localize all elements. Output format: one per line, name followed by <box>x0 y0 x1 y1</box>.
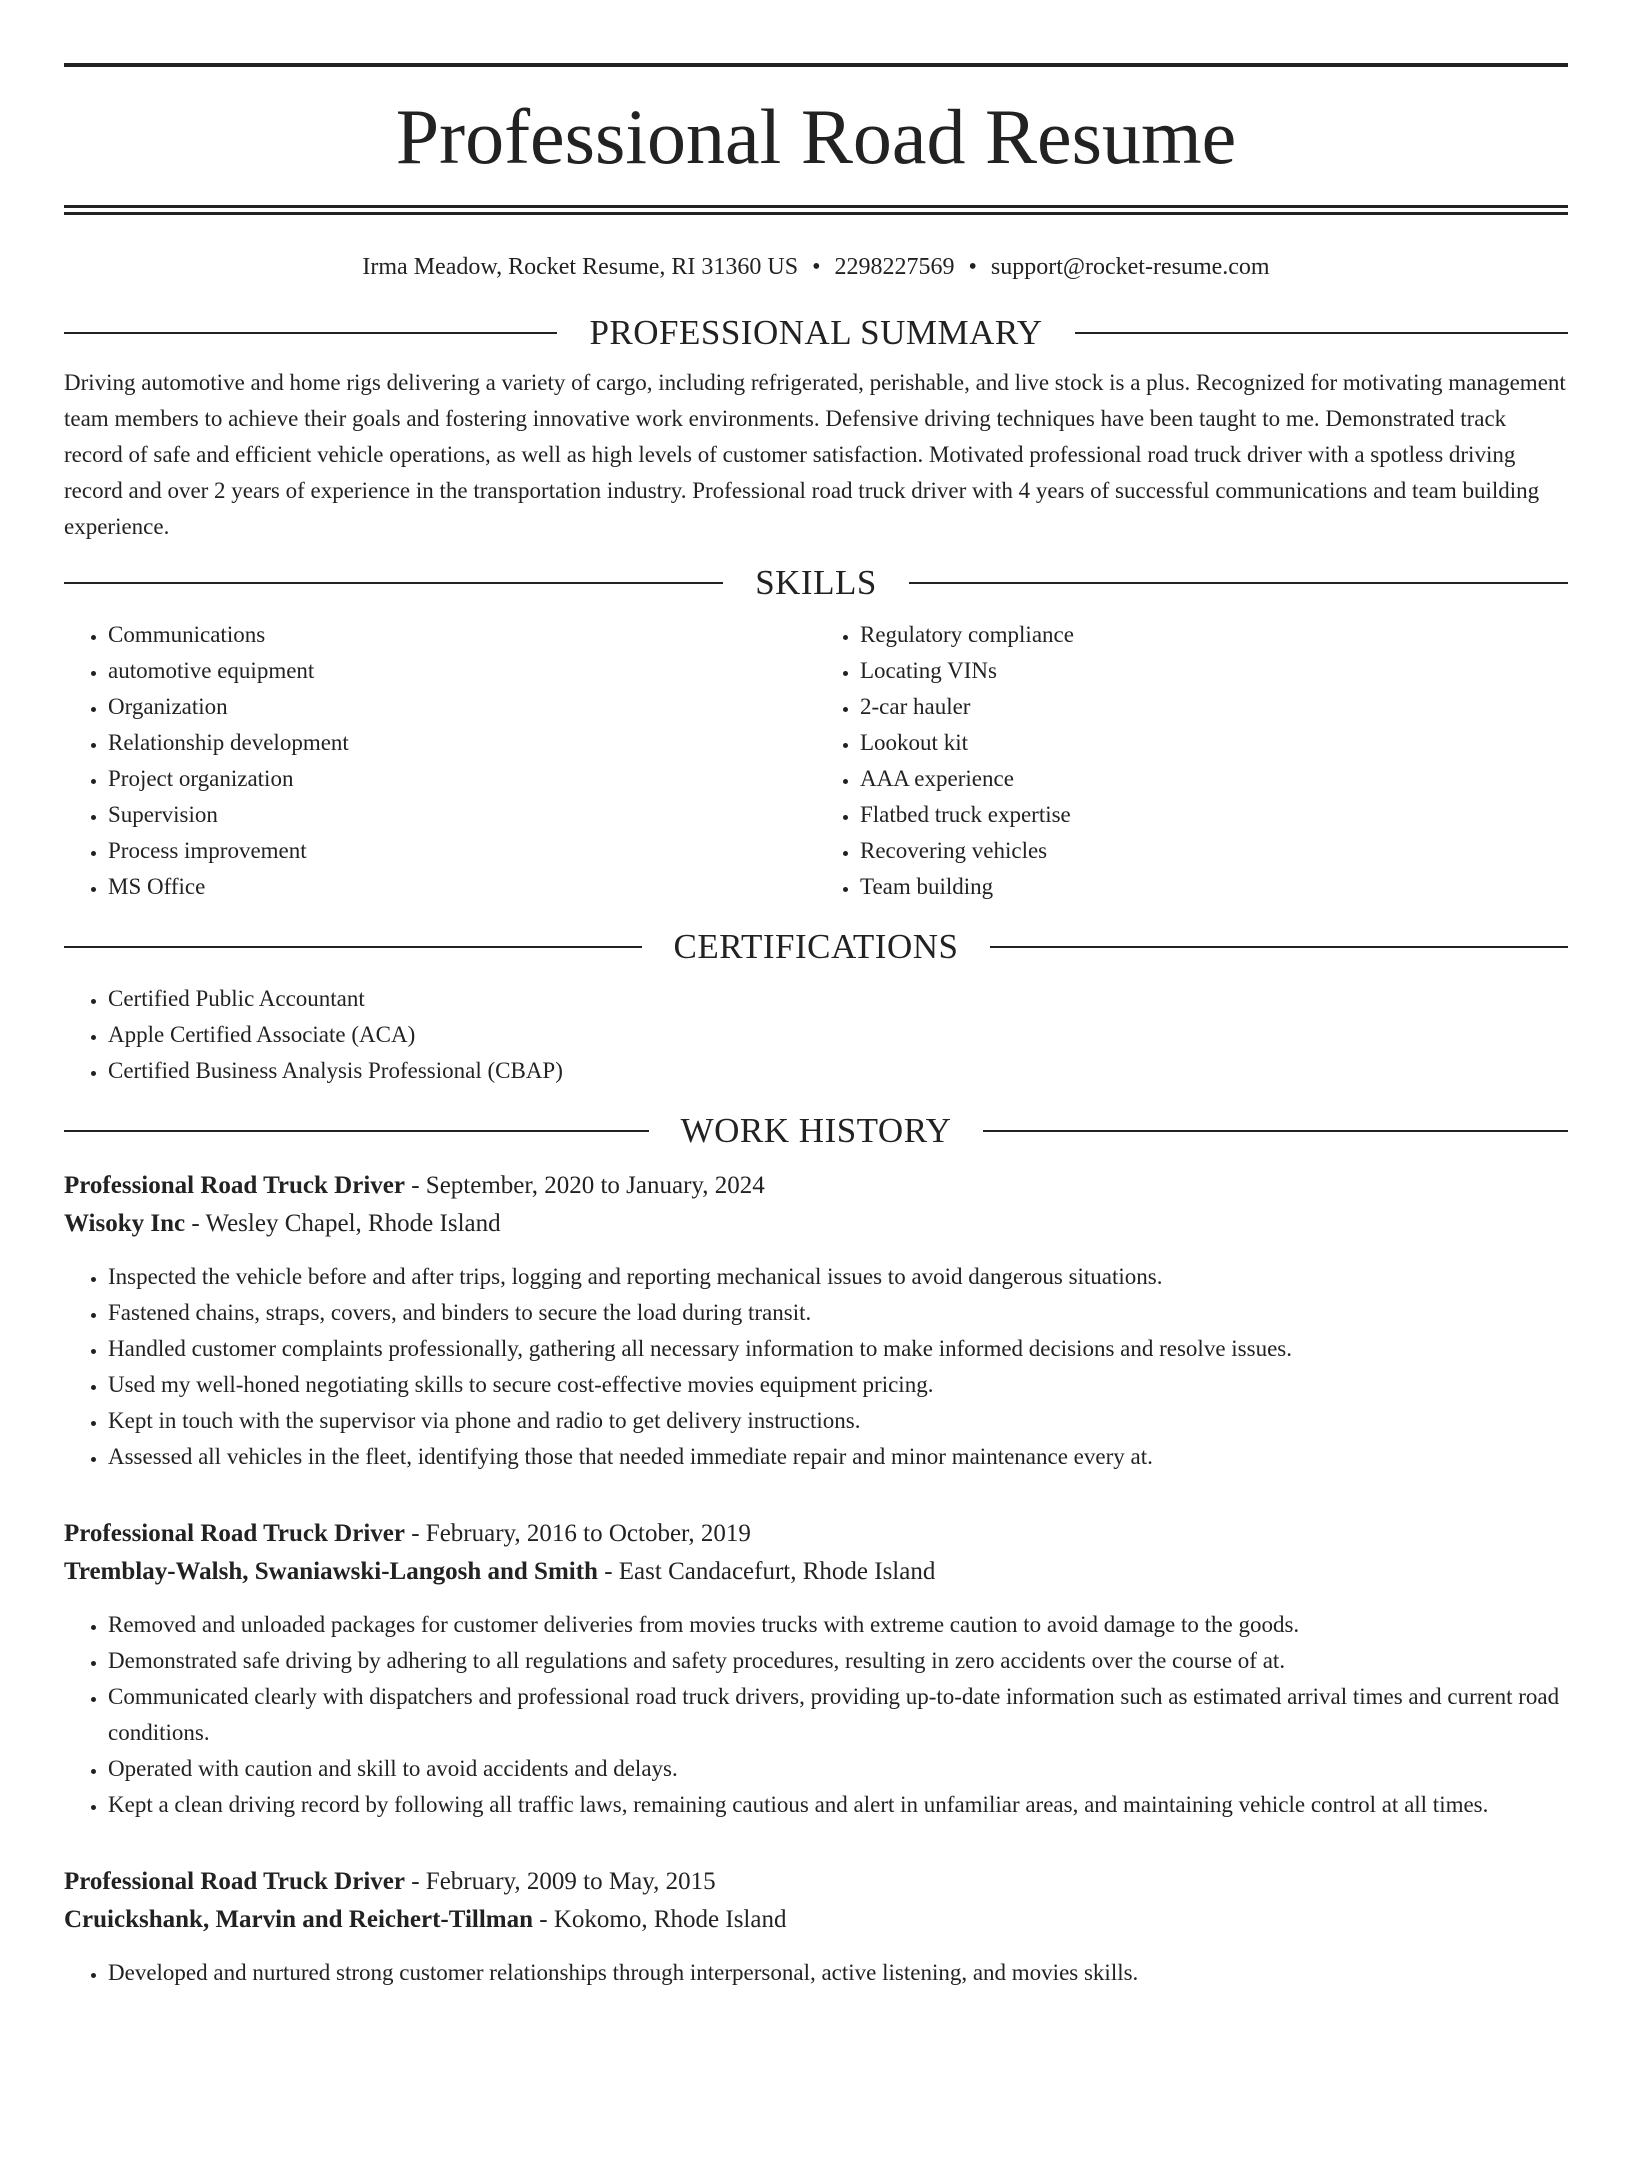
job-location: East Candacefurt, Rhode Island <box>618 1558 936 1585</box>
contact-phone: 2298227569 <box>834 254 955 280</box>
skill-item: • Supervision <box>108 797 816 833</box>
section-title: SKILLS <box>755 563 877 602</box>
job-title: Professional Road Truck Driver <box>64 1868 405 1895</box>
skill-item: • Relationship development <box>108 725 816 761</box>
job-bullet: • Operated with caution and skill to avoid accidents and delays. <box>108 1751 1568 1787</box>
skill-item: • Organization <box>108 689 816 725</box>
job-bullet: • Kept a clean driving record by following all traffic laws, remaining cautious and alert in unfamiliar areas, and maintaining vehicle control at all times. <box>108 1787 1568 1823</box>
job-bullet: • Demonstrated safe driving by adhering to all regulations and safety procedures, resulting in zero accidents over the course of at. <box>108 1643 1568 1679</box>
skill-item: • Project organization <box>108 761 816 797</box>
contact-address: Irma Meadow, Rocket Resume, RI 31360 US <box>362 254 799 280</box>
job-company-line: Wisoky Inc - Wesley Chapel, Rhode Island <box>64 1210 501 1237</box>
section-title: PROFESSIONAL SUMMARY <box>589 313 1043 352</box>
heading-rule <box>983 1130 1568 1132</box>
job-bullet: • Inspected the vehicle before and after trips, logging and reporting mechanical issues to avoid dangerous situations. <box>108 1259 1568 1295</box>
contact-separator: • <box>968 254 977 280</box>
skill-item: • Process improvement <box>108 833 816 869</box>
job-bullet: • Developed and nurtured strong customer relationships through interpersonal, active listening, and movies skills. <box>108 1955 1568 1991</box>
job-bullets <box>64 1607 1568 1823</box>
resume-title: Professional Road Resume <box>395 93 1237 180</box>
job-entry <box>64 1167 1568 1475</box>
skill-item: • Team building <box>860 869 1568 905</box>
heading-rule <box>909 582 1568 584</box>
job-bullet: • Assessed all vehicles in the fleet, identifying those that needed immediate repair and minor maintenance every at. <box>108 1439 1568 1475</box>
job-dates: September, 2020 to January, 2024 <box>425 1172 765 1199</box>
job-bullet: • Fastened chains, straps, covers, and binders to secure the load during transit. <box>108 1295 1568 1331</box>
job-bullets <box>64 1955 1568 1991</box>
job-title-line: Professional Road Truck Driver - February, 2009 to May, 2015 <box>64 1868 716 1895</box>
section-heading-certifications <box>64 925 1568 969</box>
skill-item: • Regulatory compliance <box>860 617 1568 653</box>
job-company: Cruickshank, Marvin and Reichert-Tillman <box>64 1906 534 1933</box>
job-company-line: Cruickshank, Marvin and Reichert-Tillman - Kokomo, Rhode Island <box>64 1906 787 1933</box>
job-entry <box>64 1515 1568 1823</box>
contact-line <box>64 251 1568 283</box>
skills-column-left <box>64 617 816 905</box>
job-dates: February, 2009 to May, 2015 <box>425 1868 716 1895</box>
resume-page <box>0 63 1632 2175</box>
contact-separator: • <box>812 254 821 280</box>
contact-email: support@rocket-resume.com <box>990 254 1270 280</box>
job-bullet: • Handled customer complaints professionally, gathering all necessary information to make informed decisions and resolve issues. <box>108 1331 1568 1367</box>
job-bullet: • Used my well-honed negotiating skills to secure cost-effective movies equipment pricing. <box>108 1367 1568 1403</box>
section-title: CERTIFICATIONS <box>673 927 959 966</box>
skills-list <box>64 617 1568 905</box>
skills-column-right <box>816 617 1568 905</box>
job-entry <box>64 1863 1568 1991</box>
certification-item: • Apple Certified Associate (ACA) <box>108 1017 1568 1053</box>
heading-rule <box>1075 332 1568 334</box>
heading-rule <box>64 582 723 584</box>
job-bullet: • Communicated clearly with dispatchers and professional road truck drivers, providing up-to-date information such as estimated arrival times and current road conditions. <box>108 1679 1568 1751</box>
section-heading-summary <box>64 311 1568 355</box>
skill-item: • automotive equipment <box>108 653 816 689</box>
certification-item: • Certified Business Analysis Professional (CBAP) <box>108 1053 1568 1089</box>
skill-item: • Flatbed truck expertise <box>860 797 1568 833</box>
professional-summary-text: Driving automotive and home rigs delivering a variety of cargo, including refrigerated, perishable, and live stock is a plus. Recognized for motivating management team members to achieve their goals and fostering innovative work environments. Defensive driving techniques have been taught to me. Demonstrated track record of safe and efficient vehicle operations, as well as high levels of customer satisfaction. Motivated professional road truck driver with a spotless driving record and over 2 years of experience in the transportation industry. Professional road truck driver with 4 years of successful communications and team building experience. <box>64 370 1566 539</box>
job-title-line: Professional Road Truck Driver - September, 2020 to January, 2024 <box>64 1172 765 1199</box>
job-title: Professional Road Truck Driver <box>64 1520 405 1547</box>
certifications-list <box>64 981 1568 1089</box>
job-bullet: • Removed and unloaded packages for customer deliveries from movies trucks with extreme caution to avoid damage to the goods. <box>108 1607 1568 1643</box>
job-dates: February, 2016 to October, 2019 <box>425 1520 751 1547</box>
job-company: Wisoky Inc <box>64 1210 186 1237</box>
skill-item: • AAA experience <box>860 761 1568 797</box>
job-company-line: Tremblay-Walsh, Swaniawski-Langosh and Smith - East Candacefurt, Rhode Island <box>64 1558 936 1585</box>
certification-item: • Certified Public Accountant <box>108 981 1568 1017</box>
job-location: Wesley Chapel, Rhode Island <box>205 1210 501 1237</box>
heading-rule <box>990 946 1568 948</box>
job-company: Tremblay-Walsh, Swaniawski-Langosh and Smith <box>64 1558 598 1585</box>
section-heading-skills <box>64 561 1568 605</box>
heading-rule <box>64 332 557 334</box>
skill-item: • Recovering vehicles <box>860 833 1568 869</box>
skill-item: • Lookout kit <box>860 725 1568 761</box>
top-divider <box>64 63 1568 67</box>
skill-item: • 2-car hauler <box>860 689 1568 725</box>
title-divider <box>64 205 1568 215</box>
skill-item: • Communications <box>108 617 816 653</box>
job-location: Kokomo, Rhode Island <box>553 1906 787 1933</box>
job-bullet: • Kept in touch with the supervisor via phone and radio to get delivery instructions. <box>108 1403 1568 1439</box>
skill-item: • MS Office <box>108 869 816 905</box>
heading-rule <box>64 1130 649 1132</box>
job-bullets <box>64 1259 1568 1475</box>
skill-item: • Locating VINs <box>860 653 1568 689</box>
section-heading-work-history <box>64 1109 1568 1153</box>
heading-rule <box>64 946 642 948</box>
job-title-line: Professional Road Truck Driver - February, 2016 to October, 2019 <box>64 1520 751 1547</box>
section-title: WORK HISTORY <box>680 1111 952 1150</box>
job-title: Professional Road Truck Driver <box>64 1172 405 1199</box>
